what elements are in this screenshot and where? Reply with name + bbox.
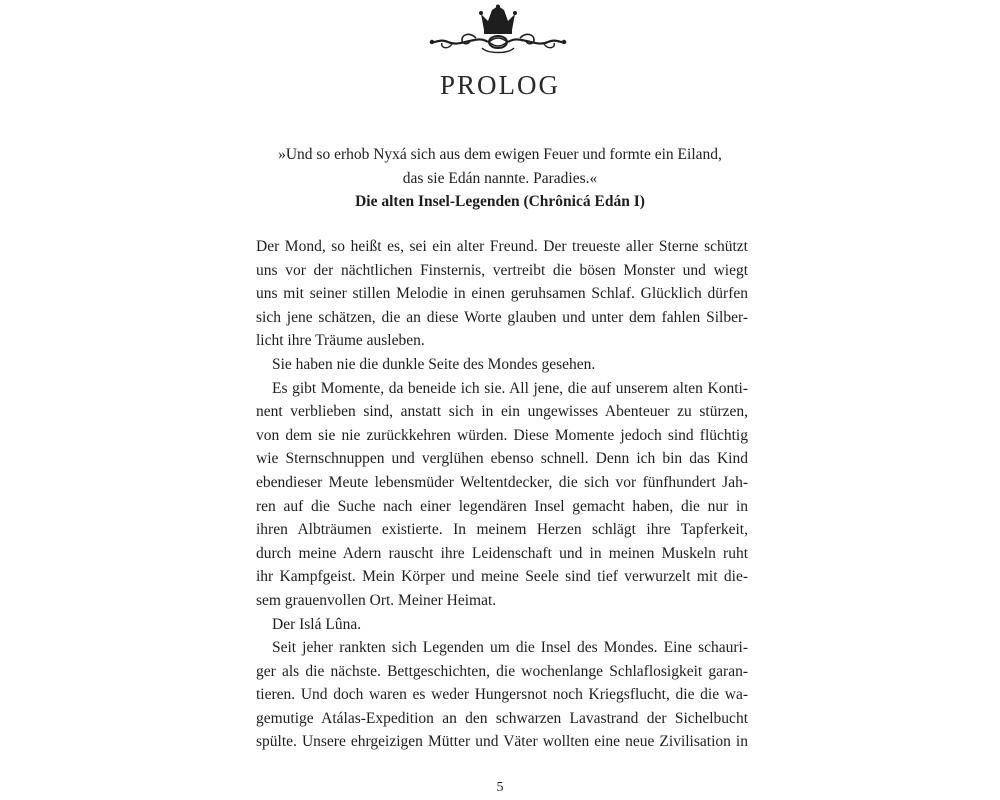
text-line: wie Sternschnuppen und verglühen ebenso schnell. Denn ich bin das Kind (256, 450, 748, 468)
text-line: Seit jeher rankten sich Legenden um die Insel des Mondes. Eine schauri- (272, 639, 748, 657)
text-line: ebendieser Meute lebensmüder Weltentdecker, die sich vor fünfhundert Jah- (256, 473, 748, 491)
epigraph-source: Die alten Insel-Legenden (Chrônicá Edán I) (355, 193, 645, 210)
chapter-title: PROLOG (439, 70, 560, 100)
text-line: Sie haben nie die dunkle Seite des Mondes gesehen. (272, 355, 596, 373)
page-number: 5 (496, 780, 504, 795)
epigraph-line: »Und so erhob Nyxá sich aus dem ewigen Feuer und formte ein Eiland, (278, 146, 722, 163)
epigraph (200, 143, 800, 214)
text-line: ihr Kampfgeist. Mein Körper und meine Seele sind tief verwurzelt mit die- (256, 568, 748, 586)
text-line: von dem sie nie zurückkehren würden. Diese Momente jedoch sind flüchtig (256, 426, 748, 444)
text-line: ger als die nächste. Bettgeschichten, die wochenlange Schlaflosigkeit garan- (256, 662, 748, 680)
text-line: durch meine Adern rauscht ihre Leidenschaft und in meinen Muskeln ruht (256, 544, 748, 562)
crown-flourish-icon (426, 4, 570, 54)
text-line: Der Mond, so heißt es, sei ein alter Freund. Der treueste aller Sterne schützt (256, 238, 748, 255)
text-line: Es gibt Momente, da beneide ich sie. All jene, die auf unserem alten Konti- (272, 379, 748, 397)
text-line: gemutige Atálas-Expedition an den schwarzen Lavastrand der Sichelbucht (256, 709, 748, 727)
text-line: uns vor der nächtlichen Finsternis, vertreibt die bösen Monster und wiegt (256, 261, 748, 279)
text-line: ren auf die Suche nach einer legendären Insel gemacht haben, die nur in (256, 497, 748, 515)
text-line: spülte. Unsere ehrgeizigen Mütter und Väter wollten eine neue Zivilisation in (256, 733, 748, 751)
text-line: licht ihre Träume ausleben. (256, 332, 425, 350)
text-line: ihren Albträumen existierte. In meinem Herzen schlägt ihre Tapferkeit, (256, 521, 748, 539)
text-line: nent verblieben sind, anstatt sich in ein ungewisses Abenteuer zu stürzen, (256, 403, 748, 421)
text-line: sem grauenvollen Ort. Meiner Heimat. (256, 591, 497, 609)
epigraph-line: das sie Edán nannte. Paradies.« (402, 169, 598, 187)
body-text (256, 235, 748, 754)
text-line: sich jene schätzen, die an diese Worte glauben und unter dem fahlen Silber- (256, 308, 748, 326)
text-line: tieren. Und doch waren es weder Hungersnot noch Kriegsflucht, die die wa- (256, 686, 748, 704)
text-line: uns mit seiner stillen Melodie in einen geruhsamen Schlaf. Glücklich dürfen (256, 285, 748, 303)
text-line: Der Islá Lûna. (272, 615, 362, 633)
